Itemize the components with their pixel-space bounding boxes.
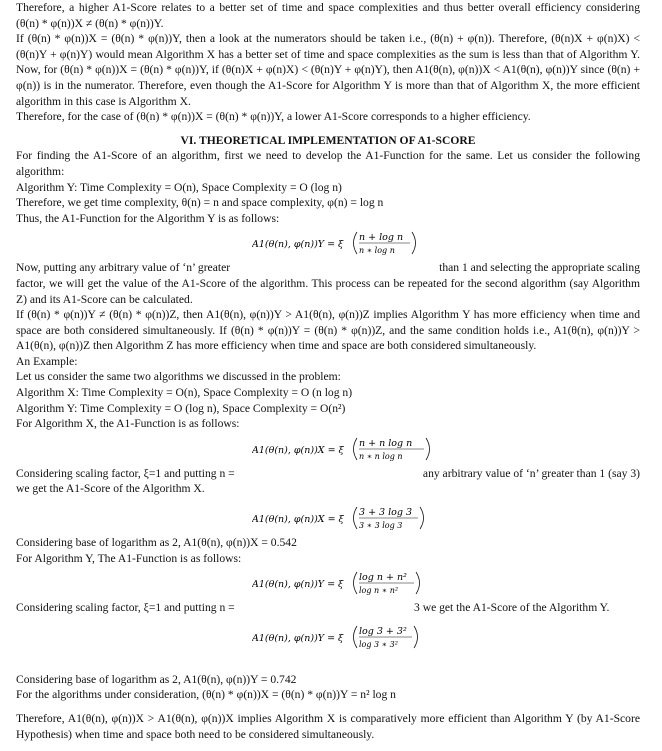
formula-graphic <box>252 622 472 652</box>
text-line: Therefore, a higher A1-Score relates to a better set of time and space complexities and thus better overall efficiency considering <box>16 1 640 14</box>
formula-denominator: 3 ∗ 3 log 3 <box>359 521 403 531</box>
text-line: φ(n)) is in the numerator. Therefore, even though the A1-Score for Algorithm Y is more than that of Algorithm X, the more efficient <box>16 78 640 92</box>
text-line: space are both considered simultaneously. If (θ(n) * φ(n))Y = (θ(n) * φ(n))Z, and the same condition holds i.e., A1(θ(n), φ(n))Y > <box>16 323 640 337</box>
text-line: we get the A1-Score of the Algorithm X. <box>16 482 205 496</box>
text-line: If (θ(n) * φ(n))Y ≠ (θ(n) * φ(n))Z, then A1(θ(n), φ(n))Y > A1(θ(n), φ(n))Z implies Algorithm Y has more efficiency when time and <box>16 308 640 322</box>
formula-numerator: log 3 + 3² <box>359 625 407 637</box>
formula-denominator: n ∗ n log n <box>359 451 403 461</box>
split-line <box>16 600 640 616</box>
formula-lhs: A1(θ(n), φ(n))Y = ξ <box>252 632 344 644</box>
text-line: A1(θ(n), φ(n))Z then Algorithm Z has more efficiency when time and space are both considered simultaneously. <box>16 339 537 353</box>
formula-numerator: log n + n² <box>359 572 407 584</box>
text-line: Algorithm Y: Time Complexity = O (log n), Space Complexity = O(n²) <box>16 401 346 415</box>
formula-a1-function-y2 <box>16 568 640 598</box>
formula-numerator: n + n log n <box>359 437 413 449</box>
formula-a1-score-x <box>16 503 640 533</box>
text-line: For the algorithms under consideration, (θ(n) * φ(n))X = (θ(n) * φ(n))Y = n² log n <box>16 688 396 702</box>
text-line: Therefore, for the case of (θ(n) * φ(n))X = (θ(n) * φ(n))Y, a lower A1-Score corresponds to a higher efficiency. <box>16 110 531 124</box>
formula-a1-function-x <box>16 434 640 464</box>
text-line: algorithm: <box>16 164 65 178</box>
text-line: Considering base of logarithm as 2, A1(θ(n), φ(n))Y = 0.742 <box>16 672 297 686</box>
formula-lhs: A1(θ(n), φ(n))X = ξ <box>252 444 344 456</box>
text-line: algorithm in this case is Algorithm X. <box>16 94 191 108</box>
formula-numerator: n + log n <box>359 232 404 244</box>
text-line: Z) and its A1-Score can be calculated. <box>16 292 193 306</box>
formula-denominator: log 3 ∗ 3² <box>359 639 398 649</box>
text-line: Algorithm Y: Time Complexity = O(n), Space Complexity = O (log n) <box>16 180 342 194</box>
text-line: Therefore, A1(θ(n), φ(n))X > A1(θ(n), φ(n))X implies Algorithm X is comparatively more efficient than Algorithm Y (by A1-Score <box>16 712 640 725</box>
text-line: For Algorithm Y, The A1-Function is as follows: <box>16 551 242 565</box>
text-line: Let us consider the same two algorithms we discussed in the problem: <box>16 370 341 384</box>
text-line: An Example: <box>16 354 78 368</box>
text-line: factor, we will get the value of the A1-Score of the algorithm. This process can be repeated for the second algorithm (say Algorithm <box>16 276 640 290</box>
formula-lhs: A1(θ(n), φ(n))Y = ξ <box>252 579 344 591</box>
paragraph-after-x <box>16 535 640 566</box>
formula-graphic <box>252 434 472 464</box>
formula-numerator: 3 + 3 log 3 <box>359 507 413 519</box>
text-line: Considering base of logarithm as 2, A1(θ(n), φ(n))X = 0.542 <box>16 536 297 550</box>
text-line: Now, for (θ(n) * φ(n))X = (θ(n) * φ(n))Y, if (θ(n)X + φ(n)X) < (θ(n)Y + φ(n)Y), then A1(θ(n), φ(n))X < A1(θ(n), φ(n))Y since (θ(n) + <box>16 63 640 77</box>
formula-denominator: n ∗ log n <box>359 246 395 256</box>
formula-graphic <box>252 568 472 598</box>
paragraph-now <box>16 260 640 432</box>
text-right: than 1 and selecting the appropriate scaling <box>439 261 640 275</box>
split-line <box>16 260 640 276</box>
formula-a1-score-y <box>16 622 640 652</box>
paragraph-scale-y <box>16 600 640 616</box>
text-line: Therefore, we get time complexity, θ(n) = n and space complexity, φ(n) = log n <box>16 196 384 210</box>
text-line: Hypothesis) when time and space both need to be considered simultaneously. <box>16 727 375 741</box>
text-line: Algorithm X: Time Complexity = O(n), Space Complexity = O (n log n) <box>16 386 353 400</box>
section-heading: VI. THEORETICAL IMPLEMENTATION OF A1-SCORE <box>180 133 476 147</box>
paragraph-top <box>16 0 640 125</box>
formula-lhs: A1(θ(n), φ(n))Y = ξ <box>252 239 344 251</box>
paragraph-final <box>16 711 640 742</box>
paragraph-mid <box>16 148 640 226</box>
formula-denominator: log n ∗ n² <box>359 586 399 596</box>
text-line: (θ(n)Y + φ(n)Y) would mean Algorithm X has a better set of time and space complexities as the sum is less than that of Algorithm Y. <box>16 47 640 61</box>
text-line: Thus, the A1-Function for the Algorithm Y is as follows: <box>16 211 280 225</box>
text-right: any arbitrary value of ‘n’ greater than 1 (say 3) <box>422 466 640 480</box>
split-line <box>16 466 640 482</box>
text-line: (θ(n) * φ(n))X ≠ (θ(n) * φ(n))Y. <box>16 16 164 30</box>
formula-graphic <box>252 503 472 533</box>
text-right: 3 we get the A1-Score of the Algorithm Y. <box>414 601 610 615</box>
formula-lhs: A1(θ(n), φ(n))X = ξ <box>252 514 344 526</box>
paragraph-scale-x <box>16 466 640 497</box>
text-line: If (θ(n) * φ(n))X = (θ(n) * φ(n))Y, then a look at the numerators should be taken i.e., (θ(n) + φ(n)). Therefore, (θ(n)X + φ(n)X) < <box>16 32 640 46</box>
text-line: For finding the A1-Score of an algorithm, first we need to develop the A1-Function for the same. Let us consider the following <box>16 149 640 163</box>
formula-a1-function-y <box>16 228 640 258</box>
text-line: For Algorithm X, the A1-Function is as follows: <box>16 417 240 431</box>
text-left: Considering scaling factor, ξ=1 and putting n = <box>16 601 235 615</box>
text-left: Considering scaling factor, ξ=1 and putting n = <box>16 466 235 480</box>
document-page <box>16 0 640 742</box>
paragraph-end <box>16 672 640 703</box>
formula-graphic <box>252 228 452 258</box>
text-left: Now, putting any arbitrary value of ‘n’ greater <box>16 261 231 275</box>
